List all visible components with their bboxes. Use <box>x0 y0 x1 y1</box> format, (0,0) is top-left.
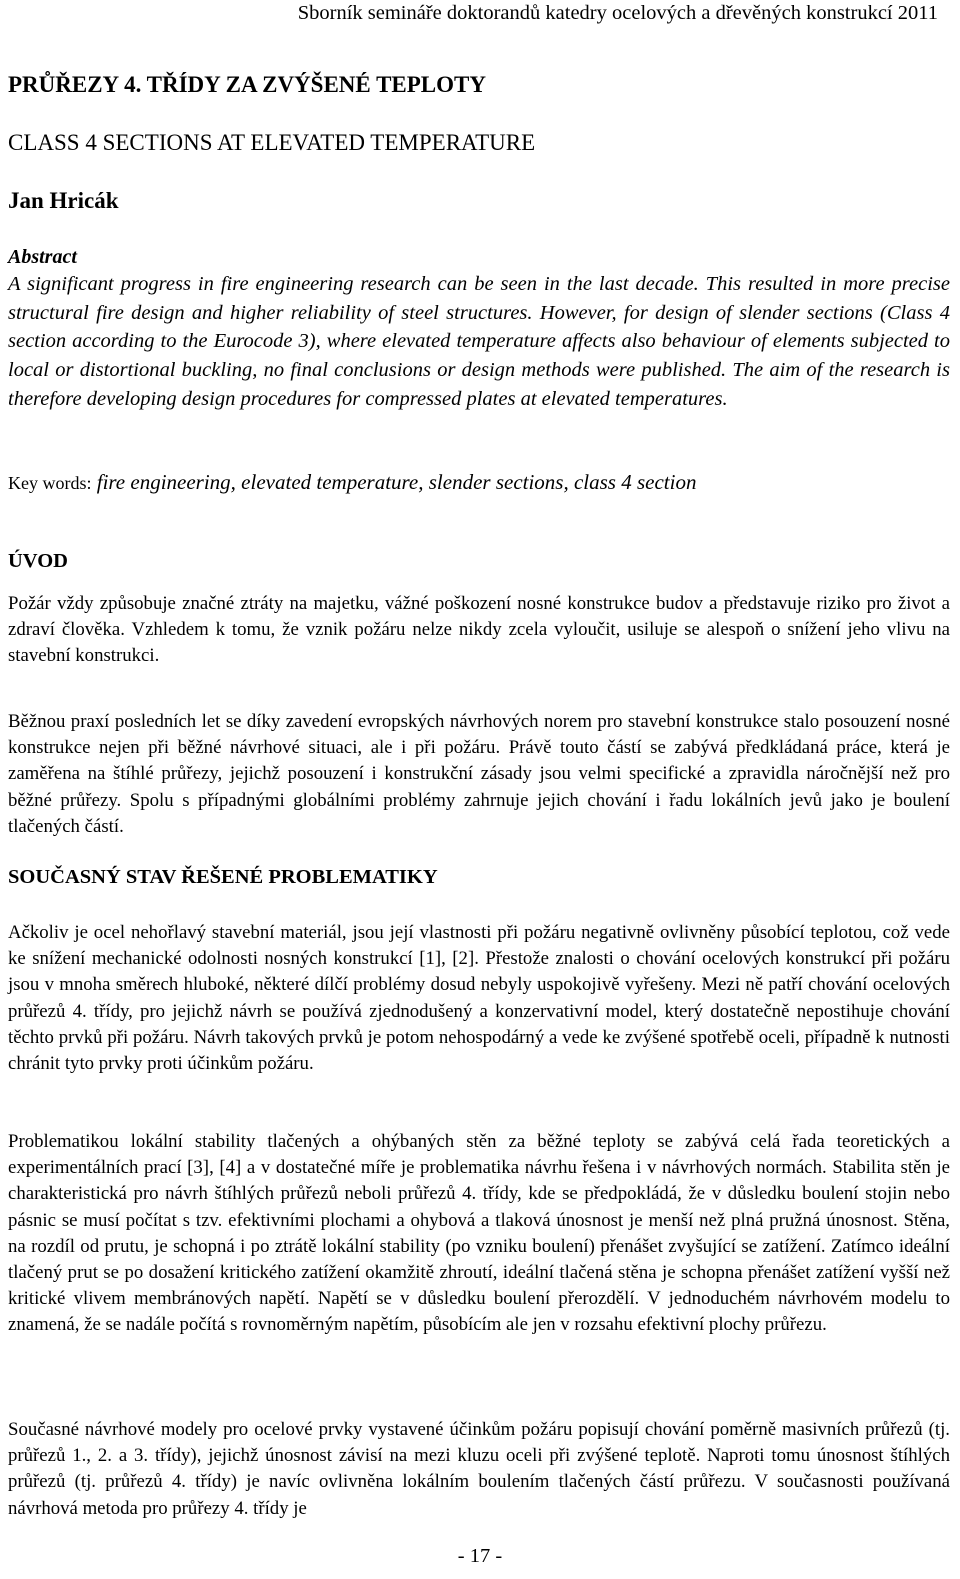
abstract-text: A significant progress in fire engineering research can be seen in the last decade. This resulted in more precise structural fire design and higher reliability of steel structures. However, for design of slender sections (Class 4 section according to the Eurocode 3), where elevated temperature affects also behaviour of elements subjected to local or distortional buckling, no final conclusions or design methods were published. The aim of the research is therefore developing design procedures for compressed plates at elevated temperatures. <box>8 273 950 410</box>
abstract-heading: Abstract <box>8 246 77 268</box>
paragraph-stav-3: Současné návrhové modely pro ocelové prvky vystavené účinkům požáru popisují chování poměrně masivních průřezů (tj. průřezů 1., 2. a 3. třídy), jejichž únosnost závisí na mezi kluzu oceli při zvýšené teplotě. Naproti tomu únosnost štíhlých průřezů (tj. průřezů 4. třídy) je navíc ovlivněna lokálním boulením tlačených částí průřezu. V současnosti používaná návrhová metoda pro průřezy 4. třídy je <box>8 1419 950 1519</box>
paragraph-uvod-2: Běžnou praxí posledních let se díky zavedení evropských návrhových norem pro stavební konstrukce stalo posouzení nosné konstrukce nejen při běžné návrhové situaci, ale i při požáru. Právě touto částí se zabývá předkládaná práce, která je zaměřena na štíhlé průřezy, jejichž posouzení i konstrukční zásady jsou velmi specifické a zpravidla náročnější než pro běžné průřezy. Spolu s případnými globálními problémy zahrnuje jejich chování i řadu lokálních jevů jako je boulení tlačených částí. <box>8 711 950 837</box>
paragraph-uvod-1: Požár vždy způsobuje značné ztráty na majetku, vážné poškození nosné konstrukce budov a představuje riziko pro život a zdraví člověka. Vzhledem k tomu, že vznik požáru nelze nikdy zcela vyloučit, usiluje se alespoň o snížení jeho vlivu na stavební konstrukci. <box>8 593 950 667</box>
running-header: Sborník semináře doktorandů katedry ocelových a dřevěných konstrukcí 2011 <box>297 2 938 24</box>
section-heading-uvod: ÚVOD <box>8 550 68 572</box>
author-name: Jan Hricák <box>8 188 119 213</box>
title-czech: PRŮŘEZY 4. TŘÍDY ZA ZVÝŠENÉ TEPLOTY <box>8 72 486 97</box>
paragraph-stav-1: Ačkoliv je ocel nehořlavý stavební materiál, jsou její vlastnosti při požáru negativně ovlivněny působící teplotou, což vede ke snížení mechanické odolnosti nosných konstrukcí [1], [2]. Přestože znalosti o chování ocelových konstrukcí při požáru jsou v mnoha směrech hluboké, některé dílčí problémy dosud nebyly uspokojivě vyřešeny. Mezi ně patří chování ocelových průřezů 4. třídy, pro jejichž návrh se používá zjednodušený a konzervativní model, který dostatečně nepostihuje chování těchto prvků při požáru. Návrh takových prvků je potom nehospodárný a vede ke zvýšené spotřebě oceli, případně k nutnosti chránit tyto prvky proti účinkům požáru. <box>8 922 950 1075</box>
keywords <box>8 470 696 495</box>
title-english: CLASS 4 SECTIONS AT ELEVATED TEMPERATURE <box>8 130 536 155</box>
section-heading-stav: SOUČASNÝ STAV ŘEŠENÉ PROBLEMATIKY <box>8 866 438 888</box>
page-number: - 17 - <box>457 1545 503 1567</box>
keywords-label: Key words: <box>8 473 92 493</box>
keywords-text: fire engineering, elevated temperature, slender sections, class 4 section <box>96 470 697 494</box>
paragraph-stav-2: Problematikou lokální stability tlačených a ohýbaných stěn za běžné teploty se zabývá celá řada teoretických a experimentálních prací [3], [4] a v dostatečné míře je problematika návrhu řešena i v návrhových normách. Stabilita stěn je charakteristická pro návrh štíhlých průřezů neboli průřezů 4. třídy, kde se předpokládá, že v důsledku boulení stojin nebo pásnic se musí počítat s tzv. efektivními plochami a ohybová a tlaková únosnost je menší než plná pružná únosnost. Stěna, na rozdíl od prutu, je schopná i po ztrátě lokální stability (po vzniku boulení) přenášet zvyšující se zatížení. Zatímco ideální tlačený prut se po dosažení kritického zatížení okamžitě zhroutí, ideální tlačená stěna je schopna přenášet zatížení vyšší než kritické vlivem membránových napětí. Napětí se v důsledku boulení přerozdělí. V jednoduchém návrhovém modelu to znamená, že se nadále počítá s rovnoměrným napětím, působícím ale jen v rozsahu efektivní plochy průřezu. <box>8 1131 950 1336</box>
